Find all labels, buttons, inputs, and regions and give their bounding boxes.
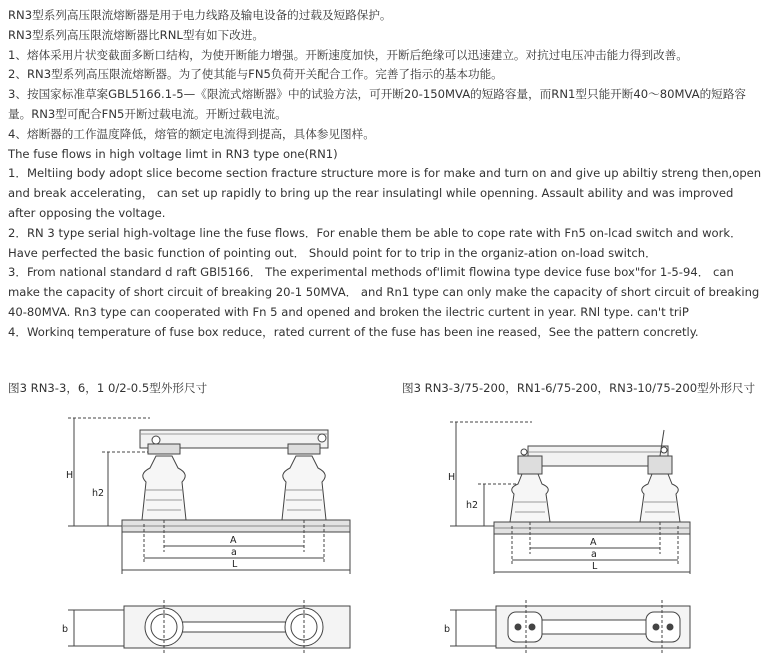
dim-label-H: H bbox=[66, 470, 74, 481]
right-top-view-drawing bbox=[442, 596, 702, 658]
dim-label-b: b bbox=[62, 624, 69, 635]
paragraph: 1．Meltiing body adopt slice become section fracture structure more is for make and turn on and give up abiltiy streng then,open and break accelerating， can set up rapidly to bring up the rear insulatingl while openning. Assault ability and was improved after opposing the voltage. bbox=[8, 166, 762, 220]
paragraph: RN3型系列高压限流熔断器比RNL型有如下改进。 bbox=[8, 27, 264, 42]
dim-label-H: H bbox=[448, 472, 456, 483]
paragraph: 2、RN3型系列高压限流熔断器。为了使其能与FN5负荷开关配合工作。完善了指示的基本功能。 bbox=[8, 67, 503, 82]
paragraph: 1、熔体采用片状变截面多断口结构，为使开断能力增强。开断速度加快，开断后绝缘可以迅速建立。对抗过电压冲击能力得到改善。 bbox=[8, 47, 688, 62]
paragraph: 4、熔断器的工作温度降低，熔管的额定电流得到提高，具体参见图样。 bbox=[8, 126, 375, 141]
dim-label-h2: h2 bbox=[92, 488, 105, 499]
paragraph: 4．Workinq temperature of fuse box reduce，rated current of the fuse has been ine reased，See the pattern concretly. bbox=[8, 324, 699, 339]
left-top-view-drawing bbox=[60, 596, 360, 658]
dim-label-A: A bbox=[590, 537, 597, 548]
figure-right-title: 图3 RN3-3/75-200，RN1-6/75-200，RN3-10/75-200型外形尺寸 bbox=[402, 381, 756, 395]
dim-label-b: b bbox=[444, 624, 451, 635]
dim-label-A: A bbox=[230, 535, 237, 546]
article-text bbox=[8, 6, 763, 343]
dim-label-a: a bbox=[231, 547, 237, 558]
paragraph: 2．RN 3 type serial high-voltage line the fuse flows．For enable them be able to cope rate with Fn5 on-lcad switch and work．Have perfected the basic function of pointing out． Should point for to trip in the organiz-ation on-load switch． bbox=[8, 225, 742, 260]
dim-label-L: L bbox=[592, 561, 598, 572]
paragraph: RN3型系列高压限流熔断器是用于电力线路及输电设备的过载及短路保护。 bbox=[8, 8, 392, 22]
dim-label-L: L bbox=[232, 559, 238, 570]
dim-label-h2: h2 bbox=[466, 500, 479, 511]
left-side-view-drawing bbox=[60, 412, 360, 584]
paragraph: 3、按国家标准草案GBL5166.1-5—《限流式熔断器》中的试验方法，可开断20-150MVA的短路容量，而RN1型只能开断40～80MVA的短路容量。RN3型可配合FN5开断过载电流。开断过载电流。 bbox=[8, 87, 746, 121]
paragraph: 3．From national standard d raft GBl5166． The experimental methods of'limit flowina type device fuse box"for 1-5-94． can make the capacity of short circuit of breaking 20-1 50MVA． and Rn1 type can only make the capacity of short circuit of breaking 40-80MVA. Rn3 type can cooperated with Fn 5 and opened and broken the ilectric curtent in year. RNl type. can't triP bbox=[8, 265, 760, 319]
dim-label-a: a bbox=[591, 549, 597, 560]
figure-left-title: 图3 RN3-3，6，1 0/2-0.5型外形尺寸 bbox=[8, 381, 208, 395]
paragraph: The fuse flows in high voltage limt in RN3 type one(RN1) bbox=[8, 146, 338, 161]
right-side-view-drawing bbox=[442, 412, 702, 584]
